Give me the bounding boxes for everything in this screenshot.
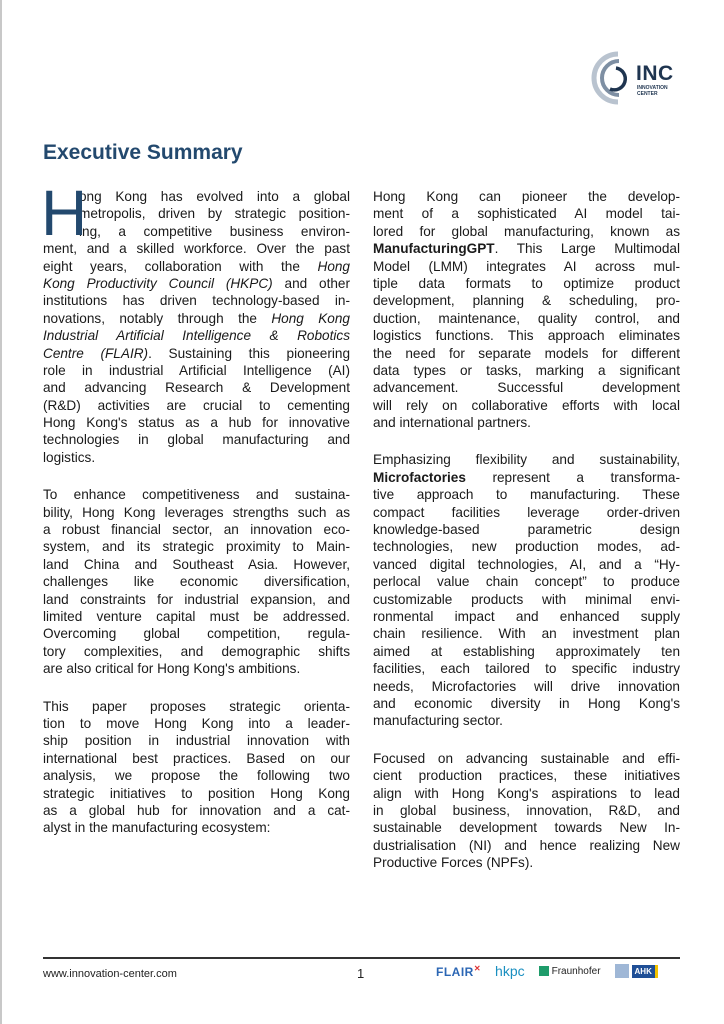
text-line: and international partners.	[373, 415, 531, 431]
logo-subtitle: INNOVATION CENTER	[637, 85, 668, 97]
logo-wordmark: INC	[636, 62, 674, 85]
ahk-logo	[615, 964, 658, 978]
text-line: institutions has driven technology-based in-	[43, 293, 350, 309]
page-edge-line	[0, 0, 2, 1024]
bold-term: ManufacturingGPT	[373, 241, 495, 257]
text-line	[43, 327, 350, 344]
text-line: advancement. Successful development	[373, 380, 680, 396]
text-line: needs, Microfactories will drive innovation	[373, 678, 680, 694]
text-line: compact facilities leverage order-driven	[373, 504, 680, 520]
text-line: knowledge-based parametric design	[373, 522, 680, 538]
text-line: Productive Forces (NPFs).	[373, 855, 534, 871]
text-line: data types or tasks, marking a significant	[373, 362, 680, 378]
text-line: perlocal value chain concept” to produce	[373, 574, 680, 590]
text-line: international best practices. Based on our	[43, 750, 350, 766]
text-line: in global business, innovation, R&D, and	[373, 802, 680, 818]
flair-x-icon: ✕	[473, 963, 482, 973]
text-line: will rely on collaborative efforts with local	[373, 397, 680, 413]
bold-term: Microfactories	[373, 469, 466, 485]
text-line: ing, a competitive business environ-	[79, 223, 350, 239]
text-line: Overcoming global competition, regula-	[43, 626, 350, 642]
text-line: challenges like economic diversification,	[43, 574, 350, 590]
text-line: metropolis, driven by strategic position-	[79, 206, 350, 222]
text-line: the need for separate models for different	[373, 345, 680, 361]
text-line: ment, and a skilled workforce. Over the past	[43, 241, 350, 257]
text-line: Hong Kong can pioneer the develop-	[373, 189, 680, 204]
text-segment: represent a transforma-	[465, 469, 680, 485]
text-line: ment of a sophisticated AI model tai-	[373, 206, 680, 222]
right-column	[373, 188, 680, 891]
italic-term: Industrial Artificial Intelligence & Robotics	[43, 328, 350, 344]
footer-divider	[43, 957, 680, 959]
text-line: tory complexities, and demographic shifts	[43, 643, 350, 659]
text-segment: novations, notably through the	[43, 310, 272, 326]
text-line: chain resilience. With an investment plan	[373, 626, 680, 642]
fraunhofer-mark-icon	[539, 966, 549, 976]
paragraph	[43, 486, 350, 677]
text-line: logistics functions. This approach eliminates	[373, 328, 680, 344]
text-line	[43, 345, 350, 362]
text-line: aimed at establishing approximately ten	[373, 643, 680, 659]
text-line: cient production practices, these initiatives	[373, 768, 680, 784]
text-line: land China and Southeast Asia. However,	[43, 556, 350, 572]
flair-logo	[436, 964, 481, 979]
text-line: Emphasizing flexibility and sustainability,	[373, 452, 680, 468]
text-line: To enhance competitiveness and sustaina-	[43, 487, 350, 503]
partner-logos	[436, 963, 658, 979]
text-line: and economic diversity in Hong Kong's	[373, 695, 680, 711]
italic-term: Hong	[317, 258, 350, 274]
paragraph	[373, 750, 680, 872]
text-line: logistics.	[43, 449, 96, 465]
text-segment: . Sustaining this pioneering	[148, 345, 351, 361]
text-line: technologies, new production modes, ad-	[373, 539, 680, 555]
text-line: Hong Kong's status as a hub for innovative	[43, 415, 350, 431]
text-line: role in industrial Artificial Intelligence (AI)	[43, 362, 350, 378]
text-line	[43, 275, 350, 292]
ahk-ship-icon	[615, 964, 629, 978]
text-line: limited venture capital must be addressed.	[43, 608, 350, 624]
fraunhofer-logo	[539, 966, 601, 977]
text-line: vanced digital technologies, AI, and a “Hy-	[373, 556, 680, 572]
hkpc-logo: hkpc	[495, 963, 525, 979]
drop-cap: H	[41, 177, 88, 249]
text-line: tiple data formats to optimize product	[373, 275, 680, 291]
text-line: are also critical for Hong Kong's ambitions.	[43, 661, 301, 677]
text-line: development, planning & scheduling, pro-	[373, 293, 680, 309]
page-title: Executive Summary	[43, 141, 243, 164]
text-line: This paper proposes strategic orienta-	[43, 698, 350, 714]
ahk-logo-text: AHK	[632, 965, 658, 978]
italic-term: Centre (FLAIR)	[43, 345, 149, 361]
text-line: Focused on advancing sustainable and effi-	[373, 750, 680, 766]
italic-term: Hong Kong	[271, 310, 350, 326]
text-line: ship position in industrial innovation with	[43, 733, 350, 749]
inc-logo-rings-icon	[588, 48, 638, 108]
text-line	[43, 310, 350, 327]
text-line	[43, 258, 350, 275]
text-segment: . This Large Multimodal	[494, 241, 680, 257]
text-line: align with Hong Kong's aspirations to lead	[373, 785, 680, 801]
footer-url-link[interactable]: www.innovation-center.com	[43, 968, 177, 980]
text-segment: and other	[272, 275, 351, 291]
text-line: ronmental impact and enhanced supply	[373, 608, 680, 624]
text-line: lored for global manufacturing, known as	[373, 223, 680, 239]
paragraph	[373, 451, 680, 729]
text-line: ong Kong has evolved into a global	[79, 189, 350, 204]
left-column	[41, 177, 351, 857]
text-line: alyst in the manufacturing ecosystem:	[43, 820, 271, 836]
italic-term: Kong Productivity Council (HKPC)	[43, 275, 273, 291]
text-line: facilities, each tailored to specific industry	[373, 661, 680, 677]
paragraph	[43, 698, 350, 837]
text-line: manufacturing sector.	[373, 713, 503, 729]
text-line: technologies in global manufacturing and	[43, 432, 350, 448]
text-line: and advancing Research & Development	[43, 380, 350, 396]
text-line: Model (LMM) integrates AI across mul-	[373, 258, 680, 274]
text-line: (R&D) activities are crucial to cementing	[43, 397, 350, 413]
paragraph	[373, 188, 680, 431]
page-number: 1	[357, 966, 365, 981]
text-line: strategic initiatives to position Hong Kong	[43, 785, 350, 801]
text-line: customizable products with minimal envi-	[373, 591, 680, 607]
inc-logo	[588, 48, 698, 108]
text-line: system, and its strategic proximity to Main-	[43, 539, 350, 555]
text-line: a robust financial sector, an innovation eco-	[43, 522, 350, 538]
text-line: sustainable development towards New In-	[373, 820, 680, 836]
text-line: bility, Hong Kong leverages strengths such as	[43, 504, 350, 520]
text-line: land constraints for industrial expansion, and	[43, 591, 350, 607]
text-line: dustrialisation (NI) and hence realizing New	[373, 837, 680, 853]
text-line: analysis, we propose the following two	[43, 768, 350, 784]
text-line: duction, maintenance, quality control, and	[373, 310, 680, 326]
text-segment: eight years, collaboration with the	[43, 258, 318, 274]
text-line: tive approach to manufacturing. These	[373, 487, 680, 503]
text-line	[373, 469, 680, 486]
text-line: tion to move Hong Kong into a leader-	[43, 715, 350, 731]
fraunhofer-logo-text: Fraunhofer	[551, 965, 601, 977]
text-line	[373, 240, 680, 257]
paragraph	[41, 177, 351, 466]
text-line: as a global hub for innovation and a cat-	[43, 802, 350, 818]
flair-logo-text: FLAIR	[436, 964, 474, 979]
